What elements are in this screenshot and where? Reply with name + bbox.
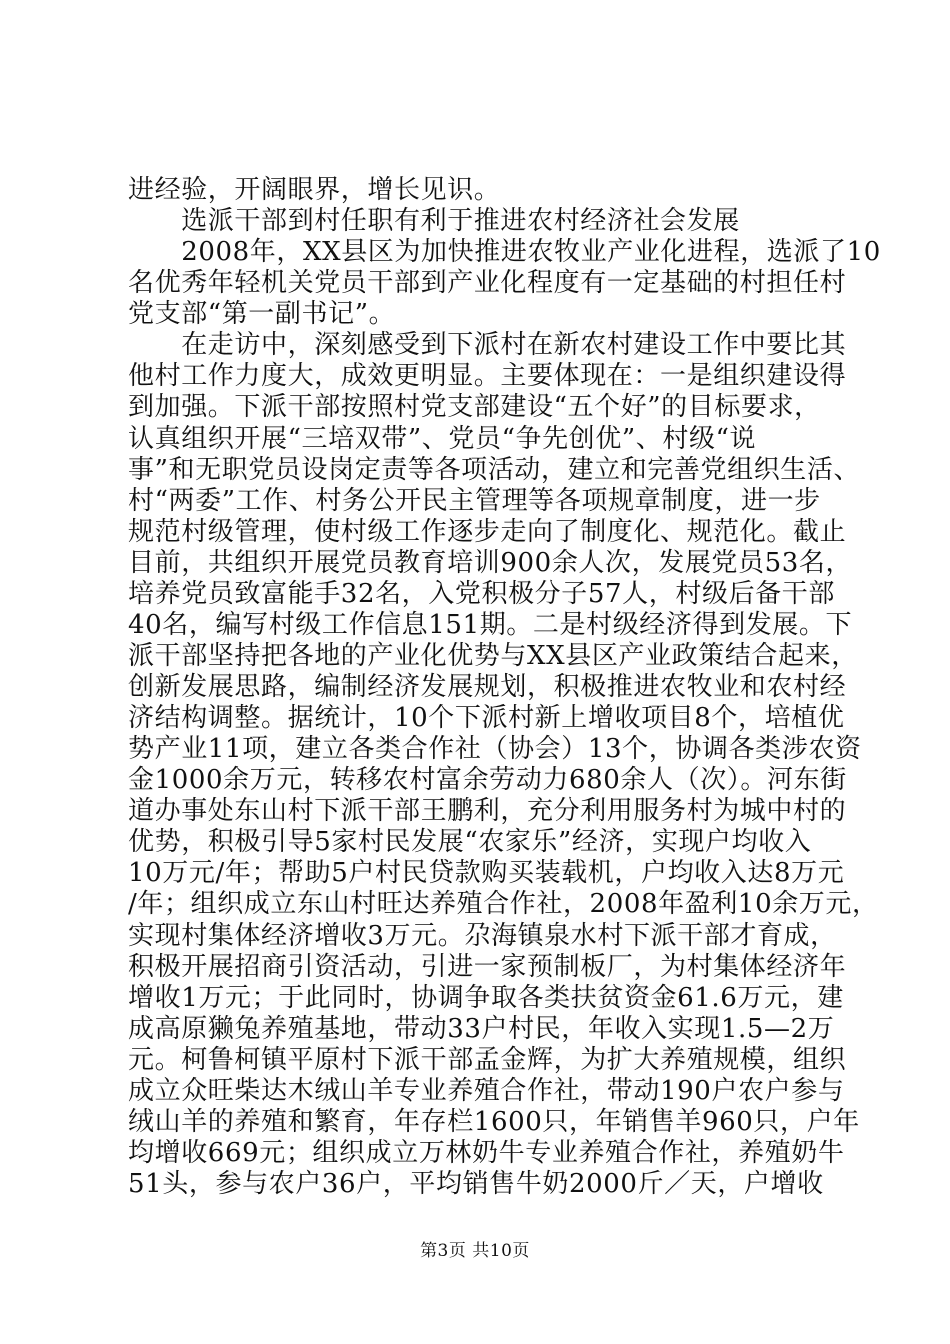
text-line: 在走访中，深刻感受到下派村在新农村建设工作中要比其 [128,330,847,360]
text-line: 济结构调整。据统计，10个下派村新上增收项目8个，培植优 [128,703,845,733]
text-line: 成高原獭兔养殖基地，带动33户村民，年收入实现1.5—2万 [128,1014,835,1044]
text-line: 均增收669元；组织成立万林奶牛专业养殖合作社，养殖奶牛 [128,1138,845,1168]
text-line: 进经验，开阔眼界，增长见识。 [128,175,501,205]
text-line: 创新发展思路，编制经济发展规划，积极推进农牧业和农村经 [128,672,847,702]
text-line: 积极开展招商引资活动，引进一家预制板厂，为村集体经济年 [128,952,847,982]
text-line: /年；组织成立东山村旺达养殖合作社，2008年盈利10余万元， [128,889,879,919]
text-line: 派干部坚持把各地的产业化优势与XX县区产业政策结合起来， [128,641,858,671]
text-line: 事”和无职党员设岗定责等各项活动，建立和完善党组织生活、 [128,455,861,485]
text-line: 10万元/年；帮助5户村民贷款购买装载机，户均收入达8万元 [128,858,845,888]
text-line: 培养党员致富能手32名，入党积极分子57人，村级后备干部 [128,579,835,609]
text-line: 实现村集体经济增收3万元。尕海镇泉水村下派干部才育成， [128,921,837,951]
text-line: 40名，编写村级工作信息151期。二是村级经济得到发展。下 [128,610,853,640]
text-line: 51头，参与农户36户，平均销售牛奶2000斤／天，户增收 [128,1169,824,1199]
text-line: 金1000余万元，转移农村富余劳动力680余人（次）。河东街 [128,765,847,795]
text-line: 成立众旺柴达木绒山羊专业养殖合作社，带动190户农户参与 [128,1076,845,1106]
text-line: 认真组织开展“三培双带”、党员“争先创优”、村级“说 [128,424,757,454]
text-line: 目前，共组织开展党员教育培训900余人次，发展党员53名， [128,548,853,578]
text-line: 名优秀年轻机关党员干部到产业化程度有一定基础的村担任村 [128,268,847,298]
text-line: 到加强。下派干部按照村党支部建设“五个好”的目标要求， [128,392,821,422]
page-number-footer: 第3页 共10页 [420,1241,530,1261]
text-line: 规范村级管理，使村级工作逐步走向了制度化、规范化。截止 [128,517,847,547]
text-line: 村“两委”工作、村务公开民主管理等各项规章制度，进一步 [128,486,821,516]
text-line: 增收1万元；于此同时，协调争取各类扶贫资金61.6万元，建 [128,983,844,1013]
text-line: 党支部“第一副书记”。 [128,299,396,329]
text-line: 2008年，XX县区为加快推进农牧业产业化进程，选派了10 [128,237,881,267]
text-line: 势产业11项，建立各类合作社（协会）13个，协调各类涉农资 [128,734,862,764]
section-heading: 选派干部到村任职有利于推进农村经济社会发展 [128,206,740,236]
text-line: 绒山羊的养殖和繁育，年存栏1600只，年销售羊960只，户年 [128,1107,860,1137]
text-line: 道办事处东山村下派干部王鹏利，充分利用服务村为城中村的 [128,796,847,826]
text-line: 优势，积极引导5家村民发展“农家乐”经济，实现户均收入 [128,827,812,857]
text-line: 元。柯鲁柯镇平原村下派干部孟金辉，为扩大养殖规模，组织 [128,1045,847,1075]
text-line: 他村工作力度大，成效更明显。主要体现在：一是组织建设得 [128,361,847,391]
